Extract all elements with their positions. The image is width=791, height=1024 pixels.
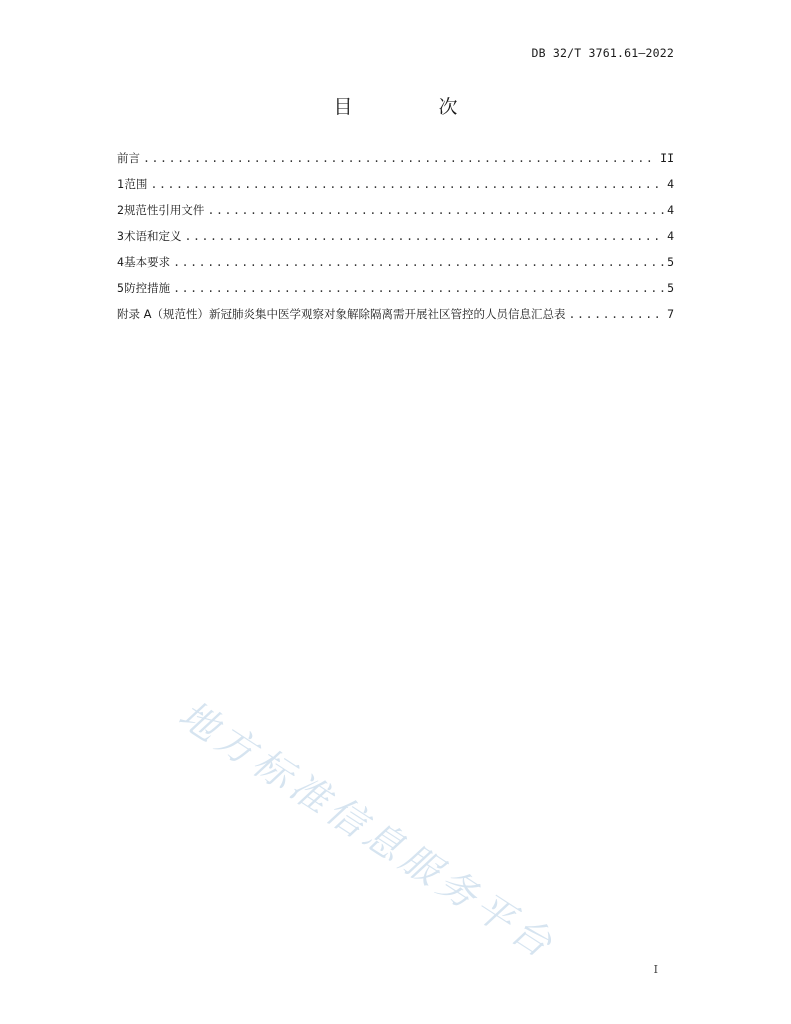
toc-entry-scope[interactable] [117,176,674,202]
toc-entry-label: 术语和定义 [123,229,182,243]
toc-entry-basic-requirements[interactable] [117,254,674,280]
toc-entry-number: 2 [117,203,124,217]
watermark-text: 地方标准信息服务平台 [171,691,565,969]
toc-entry-page: 4 [667,229,674,243]
toc-entry-terms-definitions[interactable] [117,228,674,254]
toc-entry-number: 4 [117,255,124,269]
toc-entry-number: 3 [117,229,124,243]
toc-leader-dots [207,203,664,217]
toc-entry-label: 范围 [124,177,148,191]
toc-entry-control-measures[interactable] [117,280,674,306]
toc-entry-page: 5 [667,281,674,295]
toc-entry-label: 前言 [117,151,140,165]
toc-leader-dots [184,229,664,243]
toc-entry-label: 规范性引用文件 [123,203,205,217]
toc-entry-number: 1 [117,177,124,191]
toc-leader-dots [143,151,657,165]
toc-entry-page: 4 [667,177,674,191]
toc-leader-dots [150,177,664,191]
toc-entry-label: 附录 A（规范性）新冠肺炎集中医学观察对象解除隔离需开展社区管控的人员信息汇总表 [117,307,566,321]
toc-entry-page: 4 [667,203,674,217]
toc-entry-label: 防控措施 [124,281,171,295]
document-code: DB 32/T 3761.61—2022 [531,46,674,60]
toc-entry-number: 5 [117,281,124,295]
toc-entry-preface[interactable] [117,150,674,176]
toc-leader-dots [173,281,664,295]
toc-entry-label: 基本要求 [124,255,171,269]
toc-entry-page: 7 [667,307,674,321]
page-number: I [653,963,658,976]
toc-entry-page: II [660,151,674,165]
toc-entry-normative-references[interactable] [117,202,674,228]
toc-leader-dots [569,307,665,321]
toc-leader-dots [173,255,664,269]
toc-entry-appendix-a[interactable] [117,306,674,332]
table-of-contents [117,150,674,332]
toc-entry-page: 5 [667,255,674,269]
page-title: 目 次 [333,96,498,118]
